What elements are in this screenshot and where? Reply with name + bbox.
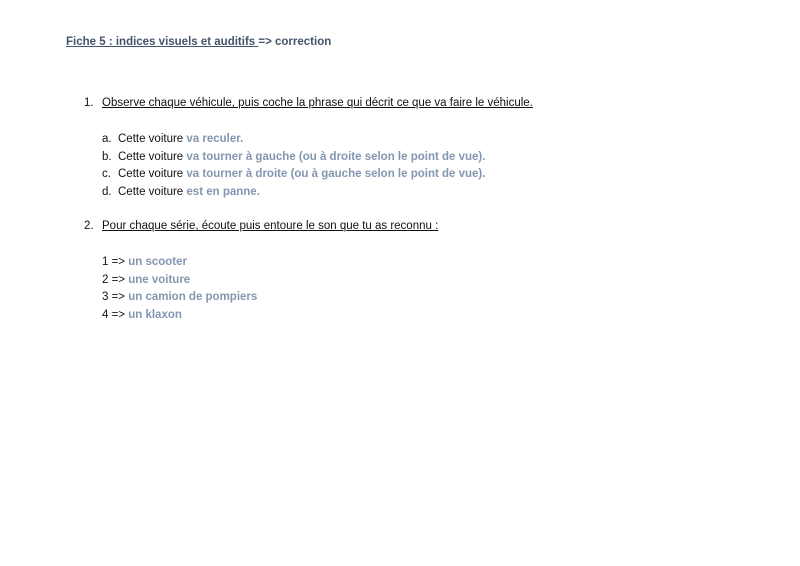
question-1-answers <box>102 131 485 201</box>
title-correction: => correction <box>258 36 332 48</box>
title-underlined: Fiche 5 : indices visuels et auditifs <box>66 36 259 48</box>
sound-row-1 <box>102 254 257 272</box>
sound-row-2 <box>102 272 257 290</box>
answer-row-a <box>102 131 485 149</box>
question-1-number: 1. <box>84 97 94 109</box>
answer-row-d <box>102 184 485 202</box>
sound-correction: un klaxon <box>128 308 182 321</box>
answer-letter: d. <box>102 185 112 198</box>
answer-prefix: Cette voiture <box>118 168 187 180</box>
question-1-text: Observe chaque véhicule, puis coche la phrase qui décrit ce que va faire le véhicule. <box>102 97 533 109</box>
question-2 <box>84 220 438 232</box>
question-1 <box>84 97 533 109</box>
answer-prefix: Cette voiture <box>118 133 187 145</box>
sound-row-4 <box>102 307 257 325</box>
sound-correction: une voiture <box>128 273 191 286</box>
question-2-text: Pour chaque série, écoute puis entoure le son que tu as reconnu : <box>102 220 439 232</box>
sound-prefix: 4 => <box>102 308 129 321</box>
sound-row-3 <box>102 289 257 307</box>
page-title <box>66 36 331 48</box>
sound-prefix: 1 => <box>102 256 129 268</box>
sound-correction: un scooter <box>128 256 188 268</box>
answer-prefix: Cette voiture <box>118 150 187 163</box>
sound-prefix: 2 => <box>102 273 129 286</box>
answer-correction: va tourner à gauche (ou à droite selon le point de vue). <box>186 150 486 163</box>
answer-prefix: Cette voiture <box>118 185 187 198</box>
answer-letter: b. <box>102 150 112 163</box>
answer-correction: est en panne. <box>186 185 260 198</box>
answer-row-c <box>102 166 485 184</box>
answer-correction: va tourner à droite (ou à gauche selon le point de vue). <box>186 168 486 180</box>
question-2-answers <box>102 254 257 324</box>
sound-correction: un camion de pompiers <box>128 291 258 303</box>
answer-letter: c. <box>102 168 111 180</box>
sound-prefix: 3 => <box>102 291 129 303</box>
answer-correction: va reculer. <box>186 133 244 145</box>
answer-letter: a. <box>102 133 112 145</box>
answer-row-b <box>102 149 485 167</box>
question-2-number: 2. <box>84 220 94 232</box>
